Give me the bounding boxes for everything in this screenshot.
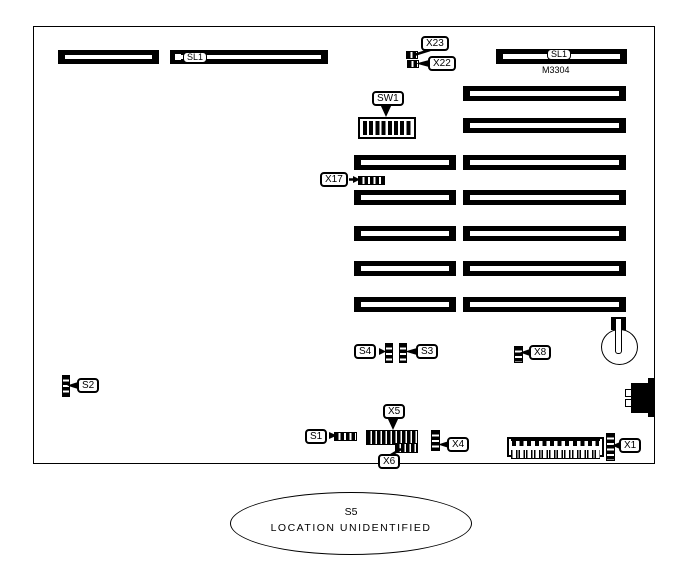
slot-stripe (470, 195, 619, 200)
expansion-slot (463, 155, 626, 170)
dip-switch-teeth (363, 121, 411, 135)
connector-s4 (385, 343, 393, 363)
label-text: X23 (426, 38, 444, 49)
edge-connector-tab (625, 399, 632, 407)
board-model-text (542, 65, 570, 75)
label-s1 (305, 429, 327, 444)
expansion-slot (354, 155, 456, 170)
connector-x17 (358, 176, 385, 185)
label-text: X8 (534, 347, 547, 358)
expansion-slot (58, 50, 159, 64)
label-text: SW1 (377, 93, 399, 104)
label-text: X1 (624, 440, 637, 451)
slot-stripe (470, 91, 619, 96)
slot-stripe (361, 160, 449, 165)
battery-clip-icon (615, 318, 622, 354)
label-text: X22 (433, 58, 451, 69)
label-text: SL1 (551, 49, 568, 59)
connector-x8 (514, 346, 523, 363)
connector-s2 (62, 375, 70, 397)
expansion-slot (463, 261, 626, 276)
expansion-slot (463, 190, 626, 205)
slot-stripe (470, 231, 619, 236)
note-component: S5 (344, 506, 358, 518)
expansion-slot (354, 190, 456, 205)
label-sl1-left (183, 52, 207, 63)
note-status: LOCATION UNIDENTIFIED (270, 522, 432, 534)
label-x4 (447, 437, 469, 452)
slot-stripe (361, 231, 449, 236)
label-text: X6 (383, 456, 396, 467)
connector-x6 (395, 443, 418, 453)
label-x17 (320, 172, 348, 187)
terminal-pins (512, 441, 599, 446)
edge-connector-tab (625, 389, 632, 397)
edge-connector-body (631, 383, 649, 413)
edge-connector-icon (648, 378, 655, 417)
label-s3 (416, 344, 438, 359)
label-text: X5 (388, 406, 401, 417)
label-text: S4 (359, 346, 372, 357)
connector-x4 (431, 430, 440, 451)
connector-s3 (399, 343, 407, 363)
label-x5 (383, 404, 405, 419)
label-x23 (421, 36, 449, 51)
expansion-slot (354, 261, 456, 276)
connector-x23 (406, 51, 418, 59)
slot-stripe (65, 55, 152, 59)
slot-stripe (470, 266, 619, 271)
expansion-slot (463, 226, 626, 241)
label-text: X17 (325, 174, 343, 185)
label-x22 (428, 56, 456, 71)
expansion-slot (463, 118, 626, 133)
terminal-tabs (511, 450, 600, 459)
label-s2 (77, 378, 99, 393)
connector-x22 (407, 60, 419, 68)
terminal-strip-connector (507, 437, 604, 457)
slot-stripe (470, 302, 619, 307)
expansion-slot (463, 297, 626, 312)
connector-s1 (334, 432, 357, 441)
expansion-slot (463, 86, 626, 101)
label-x8 (529, 345, 551, 360)
slot-stripe (470, 160, 619, 165)
expansion-slot (354, 226, 456, 241)
label-x6 (378, 454, 400, 469)
label-x1 (619, 438, 641, 453)
label-s4 (354, 344, 376, 359)
slot-stripe (470, 123, 619, 128)
slot-stripe (361, 195, 449, 200)
label-text: S2 (82, 380, 95, 391)
connector-x1 (606, 433, 615, 461)
label-text: X4 (452, 439, 465, 450)
dip-switch-sw1 (358, 117, 416, 139)
label-sw1 (372, 91, 404, 106)
slot-stripe (361, 266, 449, 271)
label-text: S3 (421, 346, 434, 357)
label-text: S1 (310, 431, 323, 442)
slot-key-notch (175, 54, 181, 60)
note-bubble-s5 (230, 492, 472, 555)
slot-stripe (361, 302, 449, 307)
expansion-slot (354, 297, 456, 312)
label-sl1-right (547, 49, 571, 60)
model-text: M3304 (542, 65, 570, 75)
label-text: SL1 (187, 52, 204, 62)
